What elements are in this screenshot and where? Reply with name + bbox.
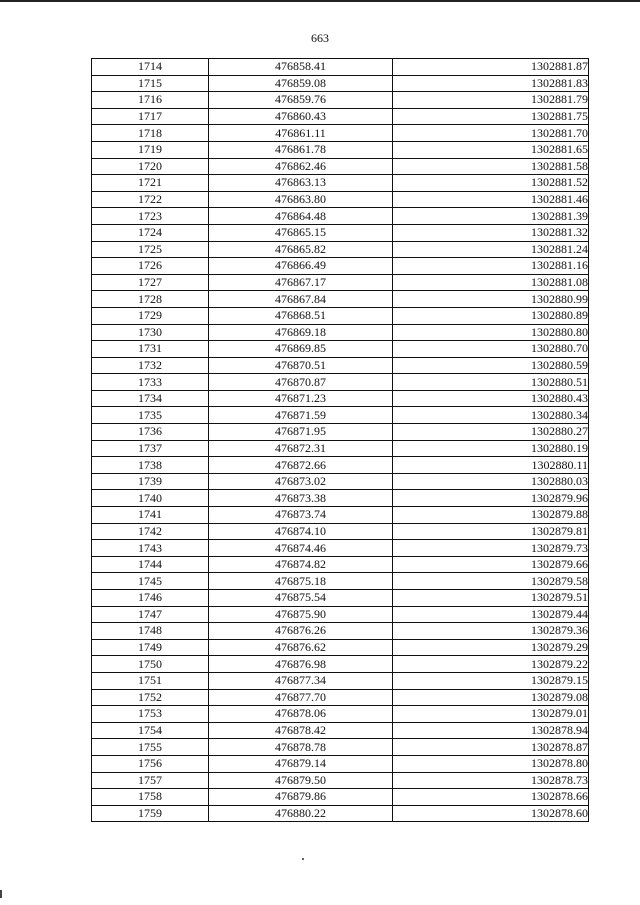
table-row xyxy=(92,706,589,723)
table-row xyxy=(92,108,589,125)
y-coordinate-cell: 1302881.87 xyxy=(393,59,589,76)
x-coordinate-cell: 476876.98 xyxy=(209,656,393,673)
point-number-cell: 1748 xyxy=(92,623,209,640)
x-coordinate-cell: 476874.46 xyxy=(209,540,393,557)
table-row xyxy=(92,656,589,673)
point-number-cell: 1729 xyxy=(92,307,209,324)
y-coordinate-cell: 1302879.51 xyxy=(393,590,589,607)
table-row xyxy=(92,341,589,358)
y-coordinate-cell: 1302878.60 xyxy=(393,805,589,822)
x-coordinate-cell: 476872.66 xyxy=(209,457,393,474)
point-number-cell: 1722 xyxy=(92,191,209,208)
y-coordinate-cell: 1302879.44 xyxy=(393,606,589,623)
table-row xyxy=(92,258,589,275)
table-row xyxy=(92,523,589,540)
point-number-cell: 1719 xyxy=(92,141,209,158)
y-coordinate-cell: 1302879.01 xyxy=(393,706,589,723)
x-coordinate-cell: 476869.18 xyxy=(209,324,393,341)
table-row xyxy=(92,623,589,640)
table-row xyxy=(92,672,589,689)
y-coordinate-cell: 1302880.19 xyxy=(393,440,589,457)
point-number-cell: 1759 xyxy=(92,805,209,822)
table-row xyxy=(92,540,589,557)
table-row xyxy=(92,722,589,739)
y-coordinate-cell: 1302880.99 xyxy=(393,291,589,308)
x-coordinate-cell: 476859.08 xyxy=(209,75,393,92)
x-coordinate-cell: 476858.41 xyxy=(209,59,393,76)
y-coordinate-cell: 1302880.27 xyxy=(393,424,589,441)
table-row xyxy=(92,241,589,258)
point-number-cell: 1758 xyxy=(92,789,209,806)
y-coordinate-cell: 1302879.81 xyxy=(393,523,589,540)
x-coordinate-cell: 476874.10 xyxy=(209,523,393,540)
y-coordinate-cell: 1302880.03 xyxy=(393,473,589,490)
table-row xyxy=(92,490,589,507)
point-number-cell: 1730 xyxy=(92,324,209,341)
table-row xyxy=(92,208,589,225)
y-coordinate-cell: 1302881.70 xyxy=(393,125,589,142)
point-number-cell: 1739 xyxy=(92,473,209,490)
table-row xyxy=(92,689,589,706)
point-number-cell: 1752 xyxy=(92,689,209,706)
table-row xyxy=(92,407,589,424)
y-coordinate-cell: 1302879.88 xyxy=(393,507,589,524)
point-number-cell: 1751 xyxy=(92,672,209,689)
table-row xyxy=(92,175,589,192)
y-coordinate-cell: 1302880.43 xyxy=(393,390,589,407)
x-coordinate-cell: 476879.14 xyxy=(209,755,393,772)
x-coordinate-cell: 476879.86 xyxy=(209,789,393,806)
table-row xyxy=(92,374,589,391)
point-number-cell: 1727 xyxy=(92,274,209,291)
point-number-cell: 1731 xyxy=(92,341,209,358)
y-coordinate-cell: 1302880.51 xyxy=(393,374,589,391)
point-number-cell: 1723 xyxy=(92,208,209,225)
y-coordinate-cell: 1302881.39 xyxy=(393,208,589,225)
y-coordinate-cell: 1302879.15 xyxy=(393,672,589,689)
x-coordinate-cell: 476876.62 xyxy=(209,639,393,656)
x-coordinate-cell: 476873.38 xyxy=(209,490,393,507)
y-coordinate-cell: 1302879.22 xyxy=(393,656,589,673)
x-coordinate-cell: 476861.11 xyxy=(209,125,393,142)
x-coordinate-cell: 476874.82 xyxy=(209,556,393,573)
table-row xyxy=(92,639,589,656)
y-coordinate-cell: 1302881.16 xyxy=(393,258,589,275)
table-row xyxy=(92,291,589,308)
x-coordinate-cell: 476861.78 xyxy=(209,141,393,158)
y-coordinate-cell: 1302879.66 xyxy=(393,556,589,573)
point-number-cell: 1746 xyxy=(92,590,209,607)
x-coordinate-cell: 476875.90 xyxy=(209,606,393,623)
scan-edge-mark xyxy=(0,890,2,898)
y-coordinate-cell: 1302880.34 xyxy=(393,407,589,424)
x-coordinate-cell: 476876.26 xyxy=(209,623,393,640)
table-row xyxy=(92,590,589,607)
point-number-cell: 1737 xyxy=(92,440,209,457)
point-number-cell: 1732 xyxy=(92,357,209,374)
point-number-cell: 1741 xyxy=(92,507,209,524)
table-row xyxy=(92,390,589,407)
y-coordinate-cell: 1302878.66 xyxy=(393,789,589,806)
x-coordinate-cell: 476862.46 xyxy=(209,158,393,175)
table-row xyxy=(92,772,589,789)
table-row xyxy=(92,59,589,76)
point-number-cell: 1725 xyxy=(92,241,209,258)
x-coordinate-cell: 476875.54 xyxy=(209,590,393,607)
point-number-cell: 1716 xyxy=(92,92,209,109)
point-number-cell: 1735 xyxy=(92,407,209,424)
table-row xyxy=(92,75,589,92)
y-coordinate-cell: 1302881.65 xyxy=(393,141,589,158)
x-coordinate-cell: 476878.78 xyxy=(209,739,393,756)
y-coordinate-cell: 1302878.87 xyxy=(393,739,589,756)
y-coordinate-cell: 1302878.94 xyxy=(393,722,589,739)
table-row xyxy=(92,191,589,208)
x-coordinate-cell: 476869.85 xyxy=(209,341,393,358)
coordinates-table-body xyxy=(92,59,589,822)
table-row xyxy=(92,755,589,772)
top-border-line xyxy=(0,0,640,2)
table-row xyxy=(92,307,589,324)
point-number-cell: 1740 xyxy=(92,490,209,507)
table-row xyxy=(92,606,589,623)
y-coordinate-cell: 1302879.29 xyxy=(393,639,589,656)
table-row xyxy=(92,739,589,756)
point-number-cell: 1755 xyxy=(92,739,209,756)
point-number-cell: 1714 xyxy=(92,59,209,76)
x-coordinate-cell: 476872.31 xyxy=(209,440,393,457)
x-coordinate-cell: 476863.13 xyxy=(209,175,393,192)
point-number-cell: 1715 xyxy=(92,75,209,92)
point-number-cell: 1757 xyxy=(92,772,209,789)
x-coordinate-cell: 476875.18 xyxy=(209,573,393,590)
y-coordinate-cell: 1302880.59 xyxy=(393,357,589,374)
x-coordinate-cell: 476873.02 xyxy=(209,473,393,490)
y-coordinate-cell: 1302880.89 xyxy=(393,307,589,324)
y-coordinate-cell: 1302879.58 xyxy=(393,573,589,590)
y-coordinate-cell: 1302881.58 xyxy=(393,158,589,175)
table-row xyxy=(92,125,589,142)
point-number-cell: 1753 xyxy=(92,706,209,723)
y-coordinate-cell: 1302880.70 xyxy=(393,341,589,358)
point-number-cell: 1720 xyxy=(92,158,209,175)
point-number-cell: 1738 xyxy=(92,457,209,474)
x-coordinate-cell: 476860.43 xyxy=(209,108,393,125)
x-coordinate-cell: 476870.51 xyxy=(209,357,393,374)
y-coordinate-cell: 1302881.08 xyxy=(393,274,589,291)
point-number-cell: 1718 xyxy=(92,125,209,142)
y-coordinate-cell: 1302881.83 xyxy=(393,75,589,92)
point-number-cell: 1744 xyxy=(92,556,209,573)
x-coordinate-cell: 476866.49 xyxy=(209,258,393,275)
table-row xyxy=(92,789,589,806)
y-coordinate-cell: 1302879.96 xyxy=(393,490,589,507)
coordinates-table xyxy=(91,58,589,822)
table-row xyxy=(92,141,589,158)
x-coordinate-cell: 476865.82 xyxy=(209,241,393,258)
point-number-cell: 1749 xyxy=(92,639,209,656)
table-row xyxy=(92,457,589,474)
y-coordinate-cell: 1302879.08 xyxy=(393,689,589,706)
table-row xyxy=(92,440,589,457)
x-coordinate-cell: 476877.70 xyxy=(209,689,393,706)
y-coordinate-cell: 1302879.36 xyxy=(393,623,589,640)
point-number-cell: 1728 xyxy=(92,291,209,308)
stray-dot-mark xyxy=(302,858,304,860)
table-row xyxy=(92,274,589,291)
table-row xyxy=(92,357,589,374)
x-coordinate-cell: 476864.48 xyxy=(209,208,393,225)
table-row xyxy=(92,556,589,573)
point-number-cell: 1742 xyxy=(92,523,209,540)
x-coordinate-cell: 476865.15 xyxy=(209,224,393,241)
table-row xyxy=(92,573,589,590)
table-row xyxy=(92,473,589,490)
point-number-cell: 1756 xyxy=(92,755,209,772)
y-coordinate-cell: 1302879.73 xyxy=(393,540,589,557)
table-row xyxy=(92,507,589,524)
y-coordinate-cell: 1302881.52 xyxy=(393,175,589,192)
point-number-cell: 1745 xyxy=(92,573,209,590)
point-number-cell: 1717 xyxy=(92,108,209,125)
table-row xyxy=(92,224,589,241)
y-coordinate-cell: 1302878.73 xyxy=(393,772,589,789)
point-number-cell: 1726 xyxy=(92,258,209,275)
x-coordinate-cell: 476871.59 xyxy=(209,407,393,424)
y-coordinate-cell: 1302881.79 xyxy=(393,92,589,109)
point-number-cell: 1743 xyxy=(92,540,209,557)
y-coordinate-cell: 1302881.46 xyxy=(393,191,589,208)
y-coordinate-cell: 1302878.80 xyxy=(393,755,589,772)
table-row xyxy=(92,158,589,175)
point-number-cell: 1733 xyxy=(92,374,209,391)
x-coordinate-cell: 476870.87 xyxy=(209,374,393,391)
x-coordinate-cell: 476873.74 xyxy=(209,507,393,524)
table-row xyxy=(92,92,589,109)
x-coordinate-cell: 476863.80 xyxy=(209,191,393,208)
x-coordinate-cell: 476867.17 xyxy=(209,274,393,291)
page-number: 663 xyxy=(311,31,329,45)
x-coordinate-cell: 476867.84 xyxy=(209,291,393,308)
x-coordinate-cell: 476878.42 xyxy=(209,722,393,739)
x-coordinate-cell: 476868.51 xyxy=(209,307,393,324)
x-coordinate-cell: 476879.50 xyxy=(209,772,393,789)
x-coordinate-cell: 476859.76 xyxy=(209,92,393,109)
y-coordinate-cell: 1302881.32 xyxy=(393,224,589,241)
y-coordinate-cell: 1302881.24 xyxy=(393,241,589,258)
y-coordinate-cell: 1302881.75 xyxy=(393,108,589,125)
x-coordinate-cell: 476871.23 xyxy=(209,390,393,407)
table-row xyxy=(92,424,589,441)
table-row xyxy=(92,805,589,822)
point-number-cell: 1734 xyxy=(92,390,209,407)
point-number-cell: 1750 xyxy=(92,656,209,673)
x-coordinate-cell: 476871.95 xyxy=(209,424,393,441)
table-row xyxy=(92,324,589,341)
point-number-cell: 1736 xyxy=(92,424,209,441)
x-coordinate-cell: 476877.34 xyxy=(209,672,393,689)
y-coordinate-cell: 1302880.11 xyxy=(393,457,589,474)
x-coordinate-cell: 476878.06 xyxy=(209,706,393,723)
point-number-cell: 1754 xyxy=(92,722,209,739)
point-number-cell: 1721 xyxy=(92,175,209,192)
point-number-cell: 1724 xyxy=(92,224,209,241)
point-number-cell: 1747 xyxy=(92,606,209,623)
y-coordinate-cell: 1302880.80 xyxy=(393,324,589,341)
x-coordinate-cell: 476880.22 xyxy=(209,805,393,822)
